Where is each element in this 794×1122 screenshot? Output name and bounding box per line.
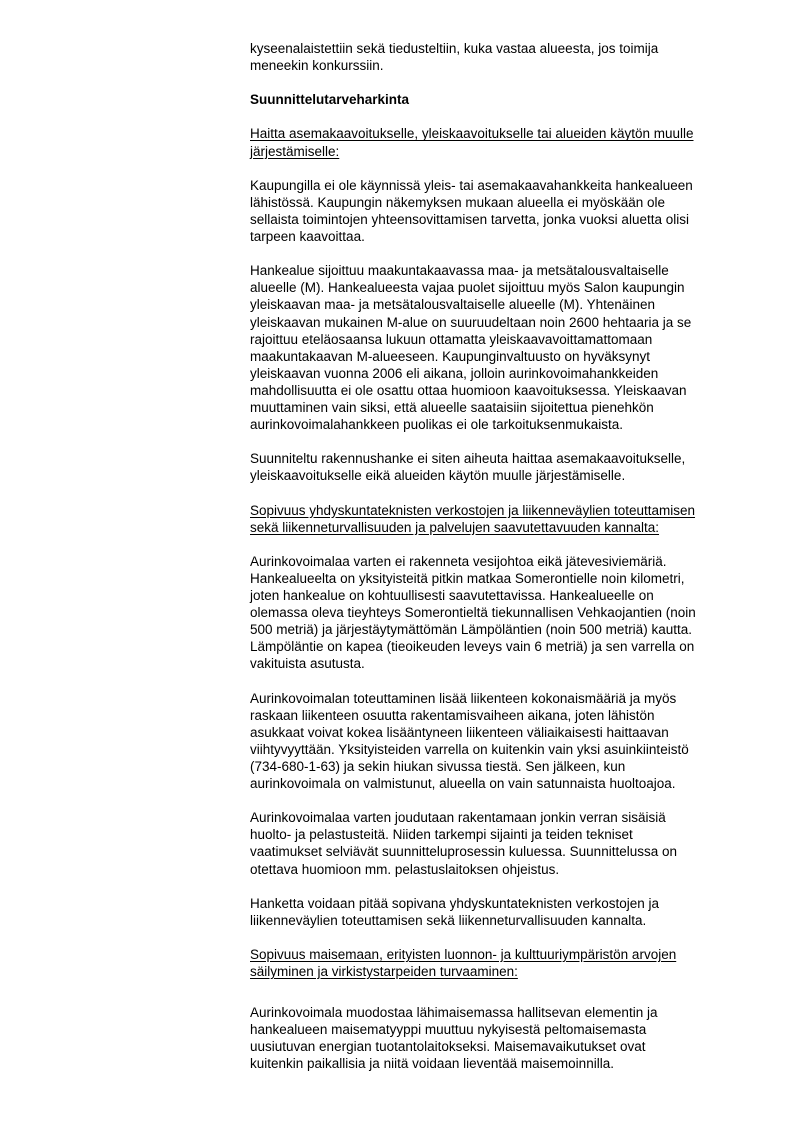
section-title-line: järjestämiselle: [250,143,340,159]
text-line: Lämpöläntie on kapea (tieoikeuden leveys vain 6 metriä) ja sen varrella on [250,639,695,655]
intro-paragraph [250,40,734,74]
section-title-line: sekä liikenneturvallisuuden ja palvelujen saavutettavuuden kannalta: [250,519,660,535]
text-line: mahdollisuutta ei ole osattu ottaa huomioon kaavoituksessa. Yleiskaavan [250,382,687,398]
text-line: yleiskaavan maa- ja metsätalousvaltaiselle alueelle (M). Yhtenäinen [250,297,655,313]
paragraph [250,262,734,433]
paragraph [250,809,734,877]
text-line: sellaista toimintojen yhteensovittamisen tarvetta, jonka vuoksi aluetta olisi [250,211,689,227]
text-line: rajoittuu eteläosaansa lukuun ottamatta yleiskaavavoittamattomaan [250,331,653,347]
text-line: huolto- ja pelastusteitä. Niiden tarkempi sijainti ja teiden tekniset [250,827,633,843]
section-title-line: Sopivuus yhdyskuntateknisten verkostojen ja liikenneväylien toteuttamisen [250,502,696,518]
text-line: Hanketta voidaan pitää sopivana yhdyskuntateknisten verkostojen ja [250,895,660,911]
paragraph [250,1004,734,1072]
paragraph [250,690,734,793]
paragraph [250,553,734,673]
text-line: raskaan liikenteen osuutta rakentamisvaiheen aikana, joten lähistön [250,707,655,723]
text-line: aurinkovoimalahankkeen puolikas ei ole tarkoituksenmukaista. [250,417,623,433]
text-line: muuttaminen vain siksi, että alueelle saataisiin sijoitettua pienehkön [250,399,654,415]
text-line: yleiskaavan mukainen M-alue on suuruudeltaan noin 2600 hehtaaria ja se [250,314,692,330]
text-line: 500 metriä) ja järjestäytymättömän Lämpöläntien (noin 500 metriä) kautta. [250,622,692,638]
section-title-landscape [250,946,734,980]
text-line: joten hankealue on kohtuullisesti saavutettavissa. Hankealueelle on [250,588,654,603]
text-line: (734-680-1-63) ja sekin hiukan sivussa tiestä. Sen jälkeen, kun [250,758,626,774]
text-line: meneekin konkurssiin. [250,58,384,74]
text-line: vakituista asutusta. [250,656,365,672]
text-line: Aurinkovoimalaa varten joudutaan rakentamaan jonkin verran sisäisiä [250,810,666,826]
text-line: kuitenkin paikallisia ja niitä voidaan lieventää maisemoinnilla. [250,1056,614,1072]
text-line: maakuntakaavan M-alueeseen. Kaupunginvaltuusto on hyväksynyt [250,348,651,364]
text-line: lähistössä. Kaupungin näkemyksen mukaan alueella ei myöskään ole [250,194,665,210]
text-line: liikenneväylien toteuttamisen sekä liikenneturvallisuuden kannalta. [250,912,647,928]
text-line: vaatimukset selviävät suunnitteluprosessin kuluessa. Suunnittelussa on [250,844,677,860]
section-title-infrastructure [250,502,734,536]
text-line: uusiutuvan energian tuotantolaitokseksi. Maisemavaikutukset ovat [250,1039,646,1055]
section-heading: Suunnittelutarveharkinta [250,92,410,108]
text-line: Kaupungilla ei ole käynnissä yleis- tai asemakaavahankkeita hankealueen [250,177,693,193]
text-line: hankealueen maisematyyppi muuttuu nykyisestä peltomaisemasta [250,1022,647,1038]
paragraph [250,450,734,484]
section-title-line: säilyminen ja virkistystarpeiden turvaaminen: [250,964,518,980]
text-line: Aurinkovoimalan toteuttaminen lisää liikenteen kokonaismääriä ja myös [250,690,677,706]
section-title-line: Sopivuus maisemaan, erityisten luonnon- ja kulttuuriympäristön arvojen [250,946,677,962]
document-text-column [250,40,734,1073]
text-line: Aurinkovoimala muodostaa lähimaisemassa hallitsevan elementin ja [250,1005,658,1021]
text-line: olemassa oleva tieyhteys Somerontieltä tiekunnallisen Vehkaojantien (noin [250,605,696,621]
section-title-land-use [250,125,734,159]
text-line: alueelle (M). Hankealueesta vajaa puolet sijoittuu myös Salon kaupungin [250,280,685,296]
text-line: kyseenalaistettiin sekä tiedusteltiin, kuka vastaa alueesta, jos toimija [250,41,659,56]
text-line: Aurinkovoimalaa varten ei rakenneta vesijohtoa eikä jätevesiviemäriä. [250,553,667,569]
text-line: Hankealueelta on yksityisteitä pitkin matkaa Somerontielle noin kilometri, [250,570,685,586]
paragraph [250,895,734,929]
section-title-line: Haitta asemakaavoitukselle, yleiskaavoitukselle tai alueiden käytön muulle [250,126,694,142]
text-line: otettava huomioon mm. pelastuslaitoksen ohjeistus. [250,861,560,877]
text-line: aurinkovoimala on valmistunut, alueella on vain satunnaista huoltoajoa. [250,776,676,792]
text-line: tarpeen kaavoittaa. [250,229,365,245]
text-line: asukkaat voivat kokea lisääntyneen liikenteen väliaikaisesti haittaavan [250,724,669,740]
text-line: yleiskaavan vuonna 2006 eli aikana, jolloin aurinkovoimahankkeiden [250,365,659,381]
text-line: yleiskaavoitukselle eikä alueiden käytön muulle järjestämiselle. [250,468,626,484]
text-line: viihtyvyyttään. Yksityisteiden varrella on kuitenkin vain yksi asuinkiinteistö [250,741,689,757]
text-line: Suunniteltu rakennushanke ei siten aiheuta haittaa asemakaavoitukselle, [250,451,686,467]
text-line: Hankealue sijoittuu maakuntakaavassa maa- ja metsätalousvaltaiselle [250,263,669,279]
paragraph [250,177,734,245]
